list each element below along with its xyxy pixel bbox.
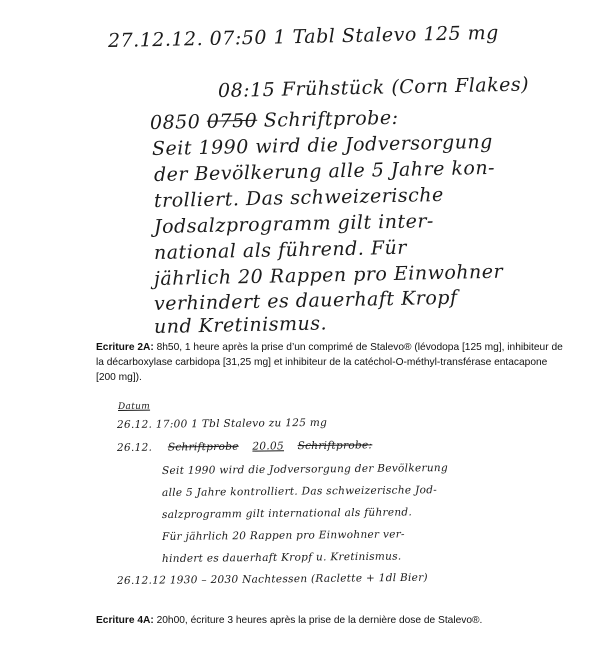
sample-4a-row-2-struck: Schriftprobe xyxy=(167,440,239,454)
sample-2a-line-2: der Bevölkerung alle 5 Jahre kon- xyxy=(153,156,496,186)
sample-4a-row-2-time: 20.05 xyxy=(252,440,285,453)
sample-4a-row-2-date: 26.12. xyxy=(116,441,153,454)
sample-4a-dinner-line: 26.12.12 1930 – 2030 Nachtessen (Raclette + 1dl Bier) xyxy=(116,571,428,587)
sample-4a-row-1: 26.12. 17:00 1 Tbl Stalevo zu 125 mg xyxy=(116,416,328,431)
caption-2a-label: Ecriture 2A: xyxy=(96,342,154,353)
sample-2a-line-4: Jodsalzprogramm gilt inter- xyxy=(153,210,435,238)
caption-4a xyxy=(96,613,566,628)
caption-2a xyxy=(96,340,566,385)
sample-4a-row-2 xyxy=(117,439,372,454)
caption-2a-text: 8h50, 1 heure après la prise d’un comprimé de Stalevo® (lévodopa [125 mg], inhibiteur de la décarboxylase carbidopa [31,25 mg] et inhibiteur de la catéchol-O-méthyl-transférase entacapone [200 mg]). xyxy=(96,342,563,383)
sample-4a-line-2: salzprogramm gilt international als führend. xyxy=(161,506,413,521)
sample-4a-line-0: Seit 1990 wird die Jodversorgung der Bevölkerung xyxy=(161,462,449,477)
sample-2a-time: 0850 xyxy=(149,110,208,134)
caption-4a-text: 20h00, écriture 3 heures après la prise de la dernière dose de Stalevo®. xyxy=(153,615,483,626)
sample-2a-line-8: und Kretinismus. xyxy=(153,312,328,338)
sample-4a-line-1: alle 5 Jahre kontrolliert. Das schweizerische Jod- xyxy=(161,484,438,499)
sample-2a-line-5: national als führend. Für xyxy=(153,236,408,264)
sample-2a-label: Schriftprobe: xyxy=(257,106,399,132)
sample-4a-row-2-label: Schriftprobe: xyxy=(297,439,373,453)
sample-4a-line-4: hindert es dauerhaft Kropf u. Kretinismus. xyxy=(161,550,402,565)
sample-2a-header-line: 27.12.12. 07:50 1 Tabl Stalevo 125 mg xyxy=(107,21,500,52)
sample-2a-line-0 xyxy=(150,107,399,134)
sample-2a-line-7: verhindert es dauerhaft Kropf xyxy=(153,286,458,315)
sample-2a-line-3: trolliert. Das schweizerische xyxy=(153,183,444,212)
sample-4a-datum-label: Datum xyxy=(117,401,151,412)
sample-4a-line-3: Für jährlich 20 Rappen pro Einwohner ver- xyxy=(161,528,405,543)
sample-2a-struck-time: 0750 xyxy=(206,109,258,133)
caption-4a-label: Ecriture 4A: xyxy=(96,615,154,626)
sample-2a-line-1: Seit 1990 wird die Jodversorgung xyxy=(151,130,494,160)
sample-2a-breakfast-line: 08:15 Frühstück (Corn Flakes) xyxy=(217,73,530,102)
sample-2a-line-6: jährlich 20 Rappen pro Einwohner xyxy=(153,260,504,290)
